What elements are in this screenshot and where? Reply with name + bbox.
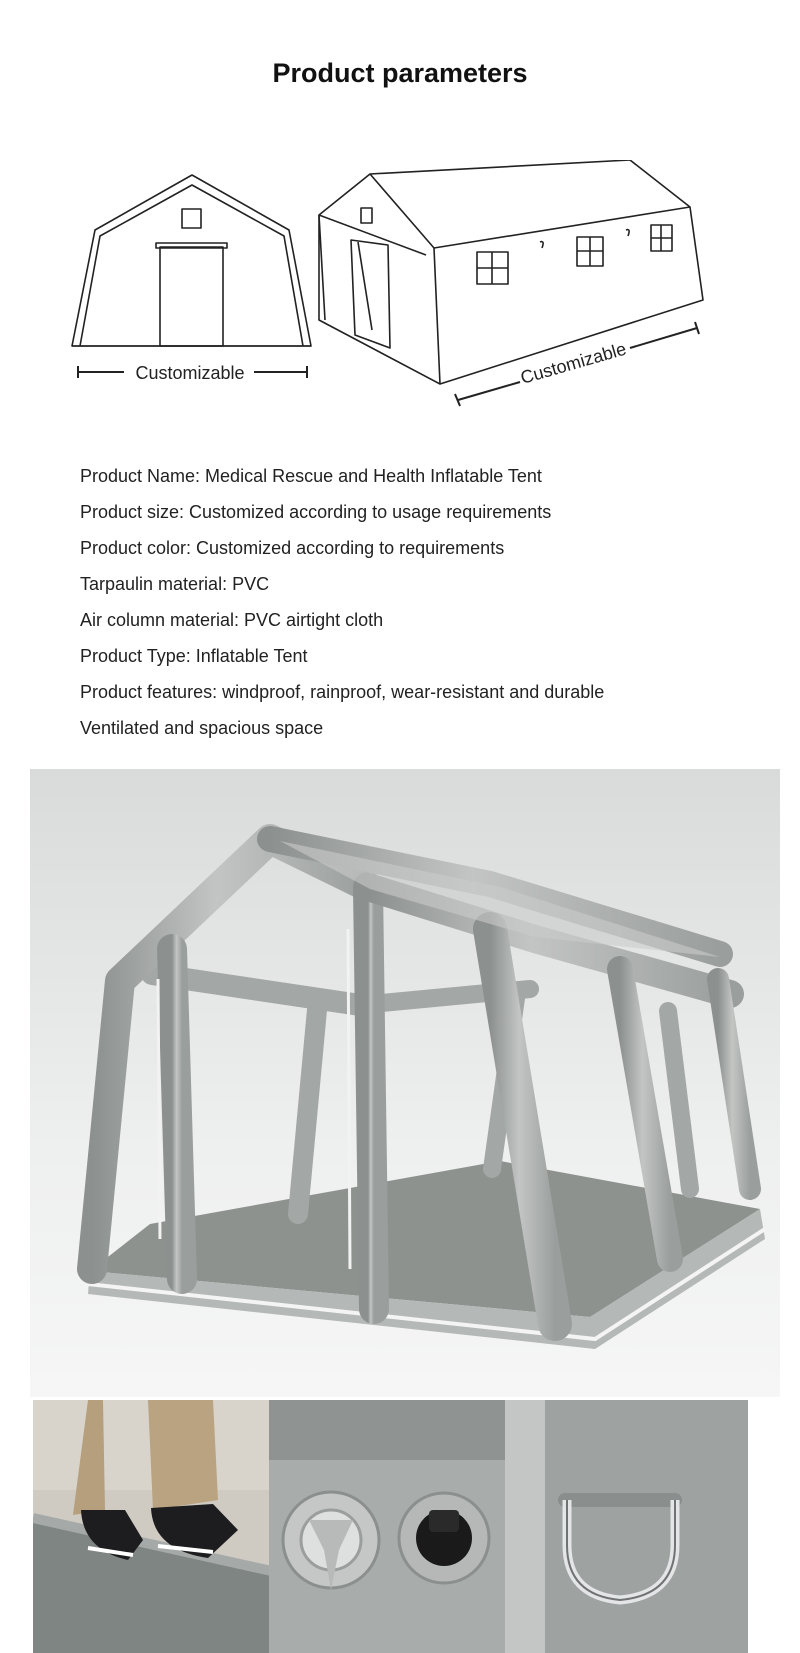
param-product-size: Product size: Customized according to usage requirements [80,502,552,522]
inflatable-tent-photo [30,769,780,1397]
tent-front-view [72,175,311,346]
tent-dimension-drawings [0,160,800,420]
front-dimension-label: Customizable [135,363,245,383]
param-ventilation: Ventilated and spacious space [80,718,324,738]
thumbnail-air-valves [269,1400,512,1653]
param-product-color: Product color: Customized according to requirements [80,538,505,558]
product-parameter-list [80,458,760,746]
page-title: Product parameters [272,58,528,88]
param-air-column-material: Air column material: PVC airtight cloth [80,610,384,630]
detail-thumbnails [33,1400,778,1653]
tent-side-view [319,160,703,384]
side-dimension-label: Customizable [518,338,629,388]
param-product-name: Product Name: Medical Rescue and Health Inflatable Tent [80,466,542,486]
param-product-type: Product Type: Inflatable Tent [80,646,308,666]
param-product-features: Product features: windproof, rainproof, wear-resistant and durable [80,682,605,702]
thumbnail-standing-on-tube [33,1400,276,1653]
param-tarpaulin-material: Tarpaulin material: PVC [80,574,270,594]
thumbnail-d-ring [505,1400,748,1653]
